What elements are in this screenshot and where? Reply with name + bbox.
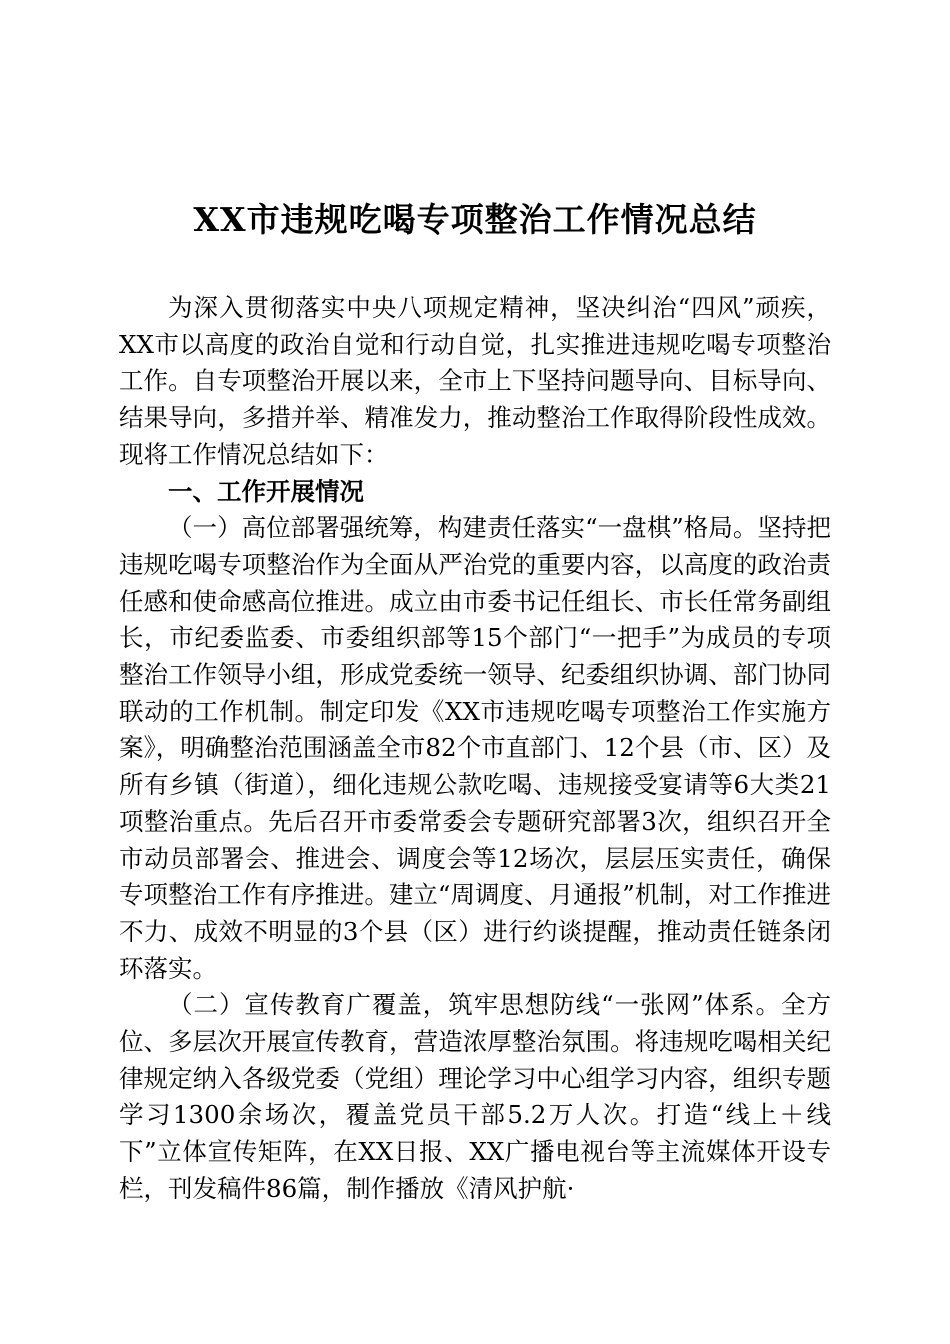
section-heading: 一、工作开展情况 — [168, 476, 364, 506]
document-title: XX市违规吃喝专项整治工作情况总结 — [193, 200, 757, 239]
subsection-1-heading: （一）高位部署强统筹，构建责任落实“一盘棋”格局。 — [168, 513, 758, 543]
subsection-1-paragraph — [119, 510, 831, 987]
document-body — [119, 290, 831, 1208]
subsection-2-paragraph — [119, 987, 831, 1207]
subsection-1-body: 坚持把违规吃喝专项整治作为全面从严治党的重要内容，以高度的政治责任感和使命感高位推进。成立由市委书记任组长、市长任常务副组长，市纪委监委、市委组织部等15个部门“一把手”为成员的专项整治工作领导小组，形成党委统一领导、纪委组织协调、部门协同联动的工作机制。制定印发《XX市违规吃喝专项整治工作实施方案》，明确整治范围涵盖全市82个市直部门、12个县（市、区）及所有乡镇（街道），细化违规公款吃喝、违规接受宴请等6大类21项整治重点。先后召开市委常委会专题研究部署3次，组织召开全市动员部署会、推进会、调度会等12场次，层层压实责任，确保专项整治工作有序推进。建立“周调度、月通报”机制，对工作推进不力、成效不明显的3个县（区）进行约谈提醒，推动责任链条闭环落实。 — [119, 513, 831, 983]
subsection-2-body: 全方位、多层次开展宣传教育，营造浓厚整治氛围。将违规吃喝相关纪律规定纳入各级党委（党组）理论学习中心组学习内容，组织专题学习1300余场次，覆盖党员干部5.2万人次。打造“线上＋线下”立体宣传矩阵，在XX日报、XX广播电视台等主流媒体开设专栏，刊发稿件86篇，制作播放《清风护航· — [119, 990, 831, 1203]
intro-paragraph: 为深入贯彻落实中央八项规定精神，坚决纠治“四风”顽疾，XX市以高度的政治自觉和行动自觉，扎实推进违规吃喝专项整治工作。自专项整治开展以来，全市上下坚持问题导向、目标导向、结果导向，多措并举、精准发力，推动整治工作取得阶段性成效。现将工作情况总结如下： — [119, 293, 831, 469]
subsection-2-heading: （二）宣传教育广覆盖，筑牢思想防线“一张网”体系。 — [168, 990, 782, 1020]
